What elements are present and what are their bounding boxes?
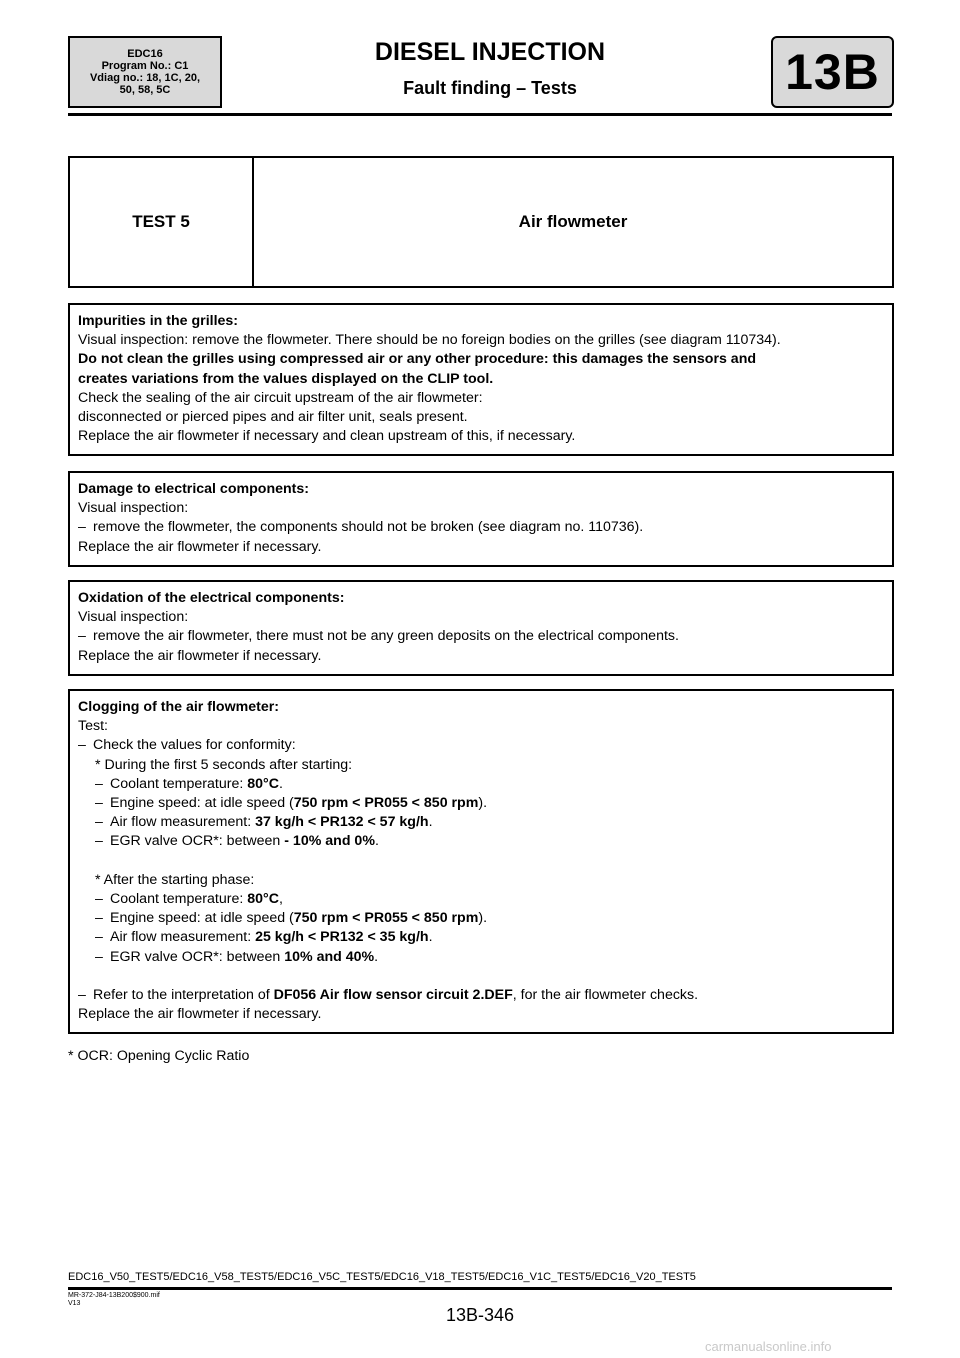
value: 25 kg/h < PR132 < 35 kg/h [255, 929, 429, 946]
section-clogging [68, 689, 894, 1034]
list-item-text: remove the air flowmeter, there must not be any green deposits on the electrical components. [93, 628, 679, 645]
dash: – [95, 929, 103, 946]
dash: – [95, 814, 103, 831]
section-heading: Damage to electrical components: [78, 481, 310, 497]
text-line: Check the sealing of the air circuit upstream of the air flowmeter: [78, 389, 483, 406]
label: EGR valve OCR*: between [110, 833, 285, 850]
list-item [78, 518, 884, 537]
dash: – [95, 910, 103, 927]
watermark: carmanualsonline.info [705, 1339, 832, 1354]
footnote: * OCR: Opening Cyclic Ratio [68, 1048, 250, 1064]
text-line: Replace the air flowmeter if necessary and clean upstream of this, if necessary. [78, 428, 576, 445]
section-heading: Impurities in the grilles: [78, 313, 239, 329]
spacer [78, 852, 884, 871]
test-reference-line: EDC16_V50_TEST5/EDC16_V58_TEST5/EDC16_V5C_TEST5/EDC16_V18_TEST5/EDC16_V1C_TEST5/EDC16_V20_TEST5 [68, 1271, 696, 1283]
box-line: 50, 58, 5C [119, 84, 171, 96]
punct: , [278, 891, 283, 908]
section-damage [68, 471, 894, 567]
value: 37 kg/h < PR132 < 57 kg/h [255, 814, 429, 831]
file-info [68, 1292, 160, 1308]
label: Coolant temperature: [110, 775, 248, 792]
text-line: Replace the air flowmeter if necessary. [78, 1006, 322, 1023]
file-name: MR-372-J84-13B200$900.mif [68, 1292, 160, 1299]
warning-line: creates variations from the values displayed on the CLIP tool. [78, 370, 494, 387]
punct: . [374, 948, 379, 965]
section-impurities [68, 303, 894, 456]
test-name: Air flowmeter [518, 212, 628, 231]
list-item [78, 813, 884, 832]
list-item [78, 890, 884, 909]
list-item [78, 775, 884, 794]
fault-reference: DF056 Air flow sensor circuit 2.DEF [273, 987, 513, 1004]
section-code-badge: 13B [771, 36, 894, 108]
label: , for the air flowmeter checks. [512, 987, 699, 1004]
spacer [78, 967, 884, 986]
list-item [78, 794, 884, 813]
punct: . [428, 814, 433, 831]
version: V13 [68, 1300, 81, 1307]
dash: – [95, 775, 103, 792]
punct: . [428, 929, 433, 946]
label: Air flow measurement: [110, 929, 256, 946]
phase-title: * After the starting phase: [95, 871, 255, 888]
dash: – [95, 948, 103, 965]
footer-divider [68, 1287, 892, 1290]
list-item [78, 736, 884, 755]
punct: ). [478, 795, 488, 812]
list-item-text: Check the values for conformity: [93, 737, 296, 754]
page-subtitle: Fault finding – Tests [403, 78, 577, 98]
page-number: 13B-346 [445, 1305, 515, 1325]
text-line: Visual inspection: remove the flowmeter. There should be no foreign bodies on the grilles (see diagram 110734). [78, 332, 781, 349]
dash: – [78, 987, 86, 1004]
dash: – [78, 519, 86, 536]
test-title-table [68, 156, 894, 288]
list-item [78, 909, 884, 928]
box-line: Program No.: C1 [101, 60, 189, 72]
page-title: DIESEL INJECTION [374, 38, 606, 66]
section-heading: Clogging of the air flowmeter: [78, 699, 279, 715]
text-line: disconnected or pierced pipes and air filter unit, seals present. [78, 409, 468, 426]
punct: . [374, 833, 379, 850]
phase-title: * During the first 5 seconds after starting: [95, 756, 353, 773]
punct: . [278, 775, 283, 792]
dash: – [95, 833, 103, 850]
text-line: Visual inspection: [78, 609, 189, 626]
list-item [78, 832, 884, 851]
punct: ). [478, 910, 488, 927]
text-line: Replace the air flowmeter if necessary. [78, 538, 322, 555]
list-item [78, 948, 884, 967]
section-oxidation [68, 580, 894, 676]
dash: – [78, 628, 86, 645]
label: Coolant temperature: [110, 891, 248, 908]
text-line: Visual inspection: [78, 500, 189, 517]
label: Refer to the interpretation of [93, 987, 274, 1004]
text-line: Replace the air flowmeter if necessary. [78, 647, 322, 664]
dash: – [95, 891, 103, 908]
dash: – [78, 737, 86, 754]
dash: – [95, 795, 103, 812]
value: 80°C [247, 775, 279, 792]
list-item [78, 627, 884, 646]
text-line: Test: [78, 718, 108, 735]
header-divider [68, 113, 892, 116]
label: EGR valve OCR*: between [110, 948, 285, 965]
list-item-text: remove the flowmeter, the components should not be broken (see diagram no. 110736). [93, 519, 644, 536]
label: Engine speed: at idle speed ( [110, 795, 294, 812]
section-heading: Oxidation of the electrical components: [78, 590, 345, 606]
value: 10% and 40% [284, 948, 375, 965]
vehicle-info-box [68, 36, 222, 108]
label: Engine speed: at idle speed ( [110, 910, 294, 927]
value: 750 rpm < PR055 < 850 rpm [293, 910, 479, 927]
value: 750 rpm < PR055 < 850 rpm [293, 795, 479, 812]
box-line: Vdiag no.: 18, 1C, 20, [89, 72, 201, 84]
test-number: TEST 5 [70, 158, 254, 286]
value: - 10% and 0% [284, 833, 375, 850]
list-item [78, 928, 884, 947]
value: 80°C [247, 891, 279, 908]
list-item [78, 986, 884, 1005]
label: Air flow measurement: [110, 814, 256, 831]
warning-line: Do not clean the grilles using compressed air or any other procedure: this damages the sensors and [78, 351, 757, 368]
box-line: EDC16 [127, 48, 163, 60]
